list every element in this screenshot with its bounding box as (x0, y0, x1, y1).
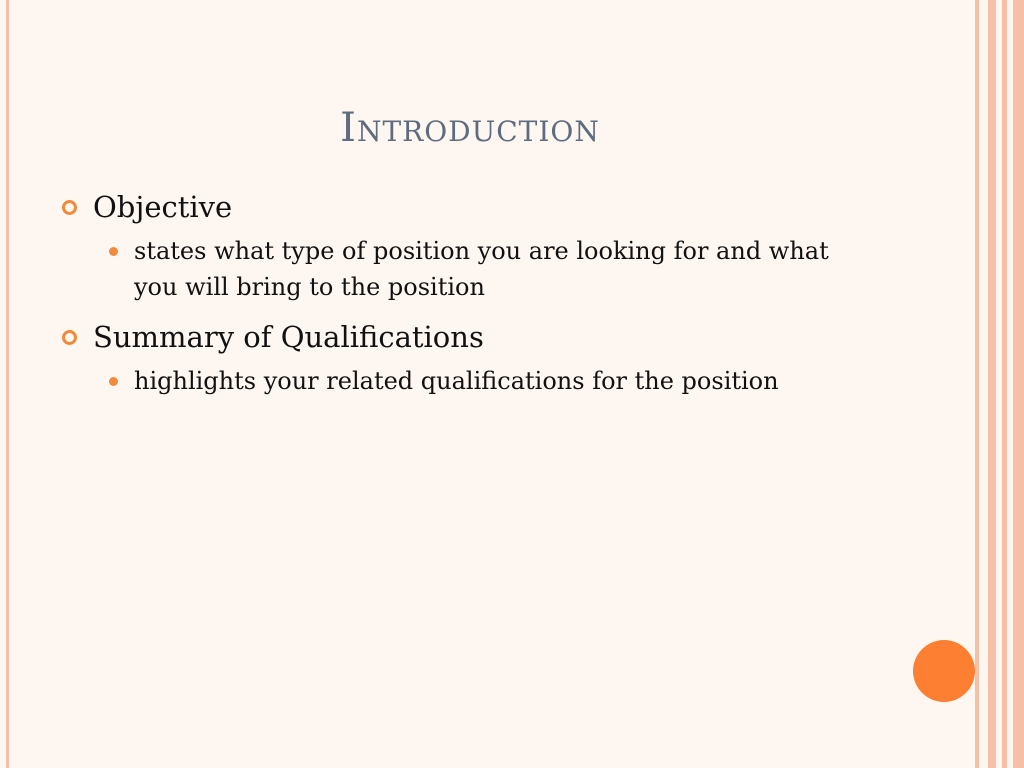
sub-bullet-text: states what type of position you are looking for and what you will bring to the position (134, 237, 829, 301)
frame-stripe-right (1002, 0, 1007, 768)
ring-bullet-icon (62, 330, 77, 345)
bullet-heading: Objective (93, 190, 233, 224)
dot-bullet-icon (109, 247, 118, 256)
ring-bullet-icon (62, 200, 77, 215)
slide-content (62, 187, 942, 411)
slide-title: Introduction (340, 105, 600, 151)
frame-stripe-right (988, 0, 996, 768)
sub-bullet-objective (62, 233, 854, 305)
sub-bullet-qualifications (62, 363, 854, 399)
sub-bullet-text: highlights your related qualifications for the position (134, 367, 779, 395)
bullet-objective (62, 187, 942, 227)
bullet-summary-of-qualifications (62, 317, 942, 357)
decorative-circle (913, 640, 975, 702)
frame-stripe-right (975, 0, 979, 768)
dot-bullet-icon (109, 377, 118, 386)
bullet-heading: Summary of Qualifications (93, 320, 484, 354)
frame-stripe-right (1013, 0, 1024, 768)
